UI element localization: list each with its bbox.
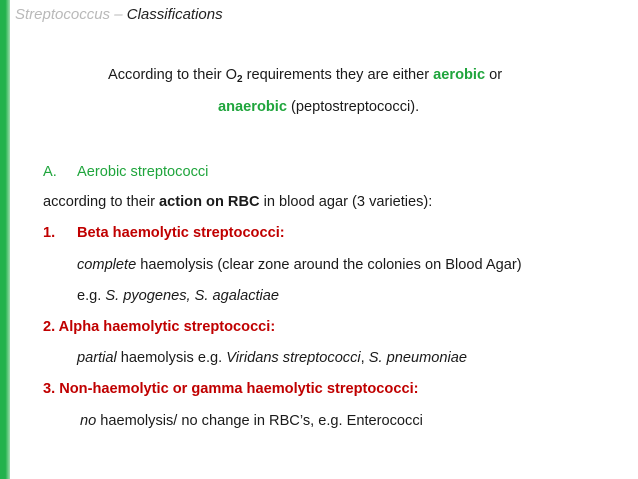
example-italic: S. pyogenes, S. agalactiae bbox=[105, 288, 280, 304]
section-a-description bbox=[43, 193, 432, 211]
item-number: 1. bbox=[43, 225, 56, 241]
desc-italic: Viridans streptococci bbox=[226, 350, 361, 366]
desc-text: according to their bbox=[43, 194, 160, 210]
item-3-description bbox=[80, 412, 423, 430]
section-a-title bbox=[77, 163, 208, 181]
intro-text: According to their O bbox=[108, 67, 237, 83]
example-text: e.g. bbox=[77, 288, 106, 304]
section-a-marker: A. bbox=[43, 164, 57, 180]
desc-bold: action on RBC bbox=[159, 194, 260, 210]
aerobic-term: aerobic bbox=[433, 67, 486, 83]
desc-text: haemolysis (clear zone around the colonies on Blood Agar) bbox=[136, 257, 522, 273]
desc-italic: complete bbox=[77, 257, 137, 273]
slide-title bbox=[15, 6, 223, 23]
section-a-heading bbox=[43, 163, 57, 181]
item-1-heading bbox=[77, 224, 285, 242]
item-2-heading bbox=[43, 318, 275, 336]
desc-text: in blood agar (3 varieties): bbox=[259, 194, 433, 210]
section-a-title-text: Aerobic streptococci bbox=[77, 164, 209, 180]
item-1-number bbox=[43, 224, 55, 242]
item-heading: 2. Alpha haemolytic streptococci: bbox=[43, 319, 276, 335]
intro-line-1 bbox=[108, 66, 502, 89]
desc-italic: no bbox=[80, 413, 97, 429]
side-accent-bar bbox=[0, 0, 10, 479]
intro-text: requirements they are either bbox=[242, 67, 434, 83]
title-part1: Streptococcus bbox=[15, 6, 111, 23]
desc-text: , bbox=[360, 350, 369, 366]
item-1-description bbox=[77, 256, 522, 274]
item-heading: Beta haemolytic streptococci: bbox=[77, 225, 285, 241]
item-3-heading bbox=[43, 380, 418, 398]
item-heading: 3. Non-haemolytic or gamma haemolytic streptococci: bbox=[43, 381, 419, 397]
anaerobic-term: anaerobic bbox=[218, 99, 287, 115]
intro-text: or bbox=[485, 67, 503, 83]
desc-italic: partial bbox=[77, 350, 117, 366]
title-dash: – bbox=[110, 6, 127, 23]
desc-text: haemolysis/ no change in RBC’s, e.g. Enterococci bbox=[96, 413, 423, 429]
intro-text: (peptostreptococci). bbox=[286, 99, 420, 115]
desc-italic: S. pneumoniae bbox=[368, 350, 467, 366]
intro-subscript: 2 bbox=[236, 74, 243, 85]
desc-text: haemolysis e.g. bbox=[116, 350, 227, 366]
item-2-description bbox=[77, 349, 467, 367]
title-part2: Classifications bbox=[126, 6, 223, 23]
item-1-example bbox=[77, 287, 279, 305]
intro-line-2 bbox=[218, 98, 419, 116]
